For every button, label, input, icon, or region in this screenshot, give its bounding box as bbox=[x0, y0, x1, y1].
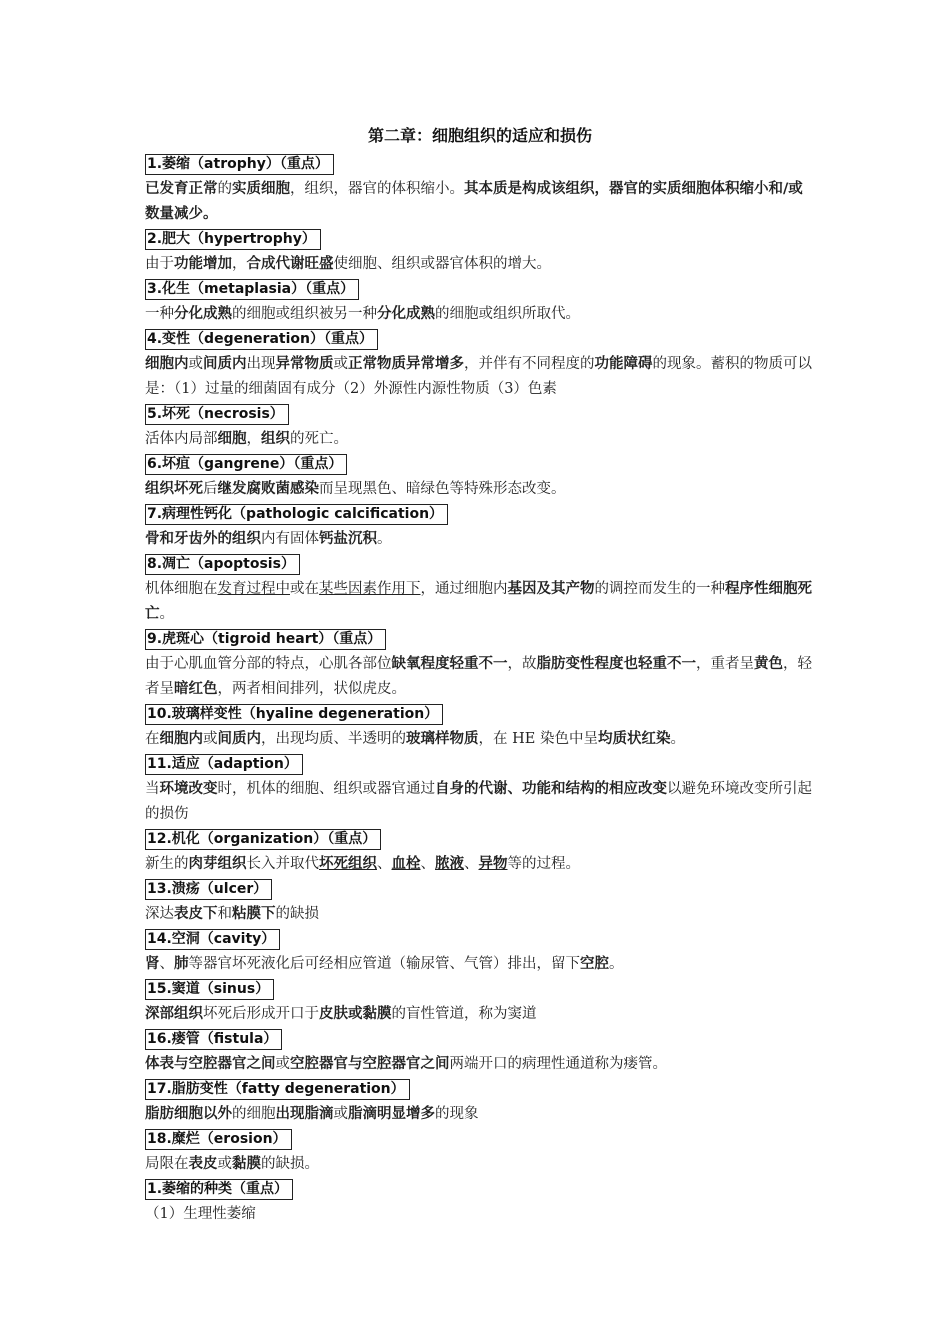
plain-text: ， bbox=[246, 431, 261, 447]
term-definition bbox=[145, 252, 815, 277]
plain-text: 后 bbox=[203, 481, 218, 497]
plain-text: 使细胞、组织或器官体积的增大。 bbox=[333, 256, 551, 272]
term-definition bbox=[145, 1152, 815, 1177]
term-heading: 17.脂肪变性（fatty degeneration） bbox=[145, 1079, 410, 1100]
term-entry bbox=[145, 627, 815, 702]
emphasis-text: 脓液 bbox=[435, 856, 464, 872]
plain-text: 的缺损。 bbox=[261, 1156, 319, 1172]
term-definition bbox=[145, 952, 815, 977]
term-entry bbox=[145, 1177, 815, 1227]
emphasis-text: 皮肤或黏膜 bbox=[319, 1006, 392, 1022]
emphasis-text: 功能增加 bbox=[174, 256, 232, 272]
emphasis-text: 环境改变 bbox=[159, 781, 218, 797]
term-definition bbox=[145, 302, 815, 327]
plain-text: 或 bbox=[203, 731, 218, 747]
plain-text: ，并伴有不同程度的 bbox=[464, 356, 595, 372]
emphasis-text: 已发育正常 bbox=[145, 181, 218, 197]
plain-text: 由于 bbox=[145, 256, 174, 272]
emphasis-text: 实质细胞 bbox=[232, 181, 290, 197]
term-definition bbox=[145, 477, 815, 502]
emphasis-text: 血栓 bbox=[391, 856, 421, 872]
term-definition bbox=[145, 1052, 815, 1077]
term-definition bbox=[145, 1102, 815, 1127]
plain-text: ，组织，器官的体积缩小。 bbox=[290, 181, 464, 197]
term-entry bbox=[145, 277, 815, 327]
term-heading: 12.机化（organization）（重点） bbox=[145, 829, 381, 850]
plain-text: 出现 bbox=[246, 356, 276, 372]
term-heading: 8.凋亡（apoptosis） bbox=[145, 554, 300, 575]
term-heading: 14.空洞（cavity） bbox=[145, 929, 280, 950]
emphasis-text: 空腔器官与空腔器官之间 bbox=[290, 1056, 450, 1072]
term-heading: 10.玻璃样变性（hyaline degeneration） bbox=[145, 704, 443, 725]
term-entry bbox=[145, 877, 815, 927]
plain-text: 或在 bbox=[290, 581, 319, 597]
term-heading: 7.病理性钙化（pathologic calcification） bbox=[145, 504, 448, 525]
plain-text: 或 bbox=[333, 356, 348, 372]
entry-list bbox=[145, 152, 815, 1227]
term-definition bbox=[145, 427, 815, 452]
term-heading: 15.窦道（sinus） bbox=[145, 979, 274, 1000]
plain-text: 、 bbox=[420, 856, 435, 872]
term-heading: 3.化生（metaplasia）（重点） bbox=[145, 279, 359, 300]
plain-text: 、 bbox=[159, 956, 174, 972]
emphasis-text: 深部组织 bbox=[145, 1006, 203, 1022]
plain-text: 和 bbox=[217, 906, 232, 922]
plain-text: 的盲性管道，称为窦道 bbox=[391, 1006, 537, 1022]
term-entry bbox=[145, 977, 815, 1027]
emphasis-text: 暗红色 bbox=[174, 681, 218, 697]
term-entry bbox=[145, 552, 815, 627]
term-entry bbox=[145, 502, 815, 552]
plain-text: （1）生理性萎缩 bbox=[145, 1206, 256, 1222]
plain-text: 或 bbox=[188, 356, 203, 372]
term-heading: 1.萎缩的种类（重点） bbox=[145, 1179, 293, 1200]
term-heading: 11.适应（adaption） bbox=[145, 754, 303, 775]
emphasis-text: 正常物质异常增多 bbox=[348, 356, 464, 372]
emphasis-text: 细胞内 bbox=[159, 731, 203, 747]
plain-text: ，通过细胞内 bbox=[420, 581, 508, 597]
emphasis-text: 程序性细胞死亡 bbox=[145, 581, 812, 622]
plain-text: 的现象 bbox=[435, 1106, 479, 1122]
plain-text: 的死亡。 bbox=[290, 431, 348, 447]
plain-text: 新生的 bbox=[145, 856, 189, 872]
emphasis-text: 脂肪细胞以外 bbox=[145, 1106, 232, 1122]
term-entry bbox=[145, 327, 815, 402]
emphasis-text: 异常物质 bbox=[275, 356, 334, 372]
emphasis-text: 组织坏死 bbox=[145, 481, 203, 497]
term-heading: 18.糜烂（erosion） bbox=[145, 1129, 292, 1150]
plain-text: 或 bbox=[333, 1106, 348, 1122]
term-definition bbox=[145, 727, 815, 752]
term-heading: 9.虎斑心（tigroid heart）（重点） bbox=[145, 629, 386, 650]
plain-text: 。 bbox=[377, 531, 392, 547]
term-entry bbox=[145, 227, 815, 277]
emphasis-text: 发育过程中 bbox=[217, 581, 290, 597]
plain-text: 的缺损 bbox=[275, 906, 319, 922]
term-entry bbox=[145, 402, 815, 452]
plain-text: 时，机体的细胞、组织或器官通过 bbox=[217, 781, 435, 797]
document-title: 第二章：细胞组织的适应和损伤 bbox=[367, 126, 592, 145]
emphasis-text: 肾 bbox=[145, 956, 160, 972]
emphasis-text: 分化成熟 bbox=[377, 306, 435, 322]
emphasis-text: 间质内 bbox=[203, 356, 247, 372]
plain-text: 的细胞或组织所取代。 bbox=[435, 306, 580, 322]
plain-text: 的细胞或组织被另一种 bbox=[232, 306, 377, 322]
term-definition bbox=[145, 177, 815, 227]
term-entry bbox=[145, 452, 815, 502]
emphasis-text: 功能障碍 bbox=[594, 356, 653, 372]
term-definition bbox=[145, 527, 815, 552]
term-heading: 16.瘘管（fistula） bbox=[145, 1029, 282, 1050]
term-heading: 2.肥大（hypertrophy） bbox=[145, 229, 321, 250]
emphasis-text: 自身的代谢、功能和结构的相应改变 bbox=[435, 781, 667, 797]
emphasis-text: 玻璃样物质 bbox=[406, 731, 479, 747]
plain-text: 、 bbox=[464, 856, 479, 872]
emphasis-text: 粘膜下 bbox=[232, 906, 276, 922]
emphasis-text: 分化成熟 bbox=[174, 306, 232, 322]
plain-text: 的现象。蓄积的物质可以是：（1）过量的细菌固有成分（2）外源性内源性物质（3）色素 bbox=[145, 356, 812, 397]
emphasis-text: 坏死组织 bbox=[319, 856, 377, 872]
term-heading: 1.萎缩（atrophy）（重点） bbox=[145, 154, 334, 175]
term-definition bbox=[145, 852, 815, 877]
plain-text: 。 bbox=[159, 606, 174, 622]
plain-text: 等的过程。 bbox=[507, 856, 580, 872]
emphasis-text: 表皮 bbox=[188, 1156, 218, 1172]
emphasis-text: 异物 bbox=[478, 856, 508, 872]
emphasis-text: 黄色 bbox=[754, 656, 783, 672]
emphasis-text: 缺氧程度轻重不一 bbox=[391, 656, 508, 672]
term-definition bbox=[145, 1202, 815, 1227]
plain-text: 或 bbox=[217, 1156, 232, 1172]
emphasis-text: 合成代谢旺盛 bbox=[246, 256, 334, 272]
term-entry bbox=[145, 152, 815, 227]
plain-text: ， bbox=[232, 256, 247, 272]
term-entry bbox=[145, 1127, 815, 1177]
emphasis-text: 均质状红染 bbox=[597, 731, 671, 747]
plain-text: 内有固体 bbox=[261, 531, 319, 547]
plain-text: 等器官坏死液化后可经相应管道（输尿管、气管）排出，留下 bbox=[188, 956, 580, 972]
emphasis-text: 钙盐沉积 bbox=[319, 531, 377, 547]
term-definition bbox=[145, 577, 815, 627]
plain-text: 以避免环境改变所引起的损伤 bbox=[145, 781, 812, 822]
term-definition bbox=[145, 902, 815, 927]
plain-text: 在 bbox=[145, 731, 160, 747]
plain-text: 、 bbox=[377, 856, 392, 872]
emphasis-text: 细胞内 bbox=[145, 356, 189, 372]
emphasis-text: 空腔 bbox=[580, 956, 609, 972]
plain-text: 活体内局部 bbox=[145, 431, 218, 447]
emphasis-text: 组织 bbox=[261, 431, 290, 447]
term-heading: 6.坏疽（gangrene）（重点） bbox=[145, 454, 347, 475]
emphasis-text: 继发腐败菌感染 bbox=[217, 481, 319, 497]
emphasis-text: 间质内 bbox=[217, 731, 261, 747]
plain-text: 长入并取代 bbox=[246, 856, 319, 872]
term-entry bbox=[145, 827, 815, 877]
plain-text: 由于心肌血管分部的特点，心肌各部位 bbox=[145, 656, 392, 672]
plain-text: ，出现均质、半透明的 bbox=[261, 731, 406, 747]
term-heading: 4.变性（degeneration）（重点） bbox=[145, 329, 378, 350]
plain-text: 的细胞 bbox=[232, 1106, 276, 1122]
plain-text: 局限在 bbox=[145, 1156, 189, 1172]
plain-text: 当 bbox=[145, 781, 160, 797]
term-entry bbox=[145, 1077, 815, 1127]
plain-text: 而呈现黑色、暗绿色等特殊形态改变。 bbox=[319, 481, 566, 497]
emphasis-text: 骨和牙齿外的组织 bbox=[145, 531, 261, 547]
plain-text: 的 bbox=[217, 181, 232, 197]
plain-text: 或 bbox=[275, 1056, 290, 1072]
emphasis-text: 体表与空腔器官之间 bbox=[145, 1056, 276, 1072]
plain-text: 的调控而发生的一种 bbox=[594, 581, 725, 597]
emphasis-text: 肺 bbox=[174, 956, 189, 972]
term-definition bbox=[145, 777, 815, 827]
emphasis-text: 细胞 bbox=[217, 431, 247, 447]
emphasis-text: 基因及其产物 bbox=[507, 581, 595, 597]
term-entry bbox=[145, 927, 815, 977]
plain-text: 一种 bbox=[145, 306, 174, 322]
emphasis-text: 出现脂滴 bbox=[275, 1106, 334, 1122]
emphasis-text: 肉芽组织 bbox=[188, 856, 247, 872]
emphasis-text: 脂滴明显增多 bbox=[348, 1106, 435, 1122]
plain-text: ，故 bbox=[507, 656, 537, 672]
plain-text: 。 bbox=[609, 956, 624, 972]
term-entry bbox=[145, 1027, 815, 1077]
emphasis-text: 黏膜 bbox=[232, 1156, 261, 1172]
emphasis-text: 脂肪变性程度也轻重不一 bbox=[536, 656, 696, 672]
term-heading: 13.溃疡（ulcer） bbox=[145, 879, 272, 900]
plain-text: ，在 HE 染色中呈 bbox=[478, 731, 598, 747]
term-heading: 5.坏死（necrosis） bbox=[145, 404, 289, 425]
plain-text: ，两者相间排列，状似虎皮。 bbox=[217, 681, 406, 697]
plain-text: 两端开口的病理性通道称为瘘管。 bbox=[449, 1056, 667, 1072]
plain-text: ，轻者呈 bbox=[145, 656, 812, 697]
plain-text: 。 bbox=[670, 731, 685, 747]
term-definition bbox=[145, 652, 815, 702]
term-entry bbox=[145, 752, 815, 827]
plain-text: 机体细胞在 bbox=[145, 581, 218, 597]
term-definition bbox=[145, 352, 815, 402]
term-definition bbox=[145, 1002, 815, 1027]
emphasis-text: 其本质是构成该组织，器官的实质细胞体积缩小和/或数量减少。 bbox=[145, 181, 803, 222]
emphasis-text: 某些因素作用下 bbox=[319, 581, 421, 597]
emphasis-text: 表皮下 bbox=[174, 906, 218, 922]
document-page bbox=[145, 120, 815, 1227]
plain-text: 坏死后形成开口于 bbox=[203, 1006, 319, 1022]
plain-text: ，重者呈 bbox=[696, 656, 754, 672]
plain-text: 深达 bbox=[145, 906, 174, 922]
term-entry bbox=[145, 702, 815, 752]
